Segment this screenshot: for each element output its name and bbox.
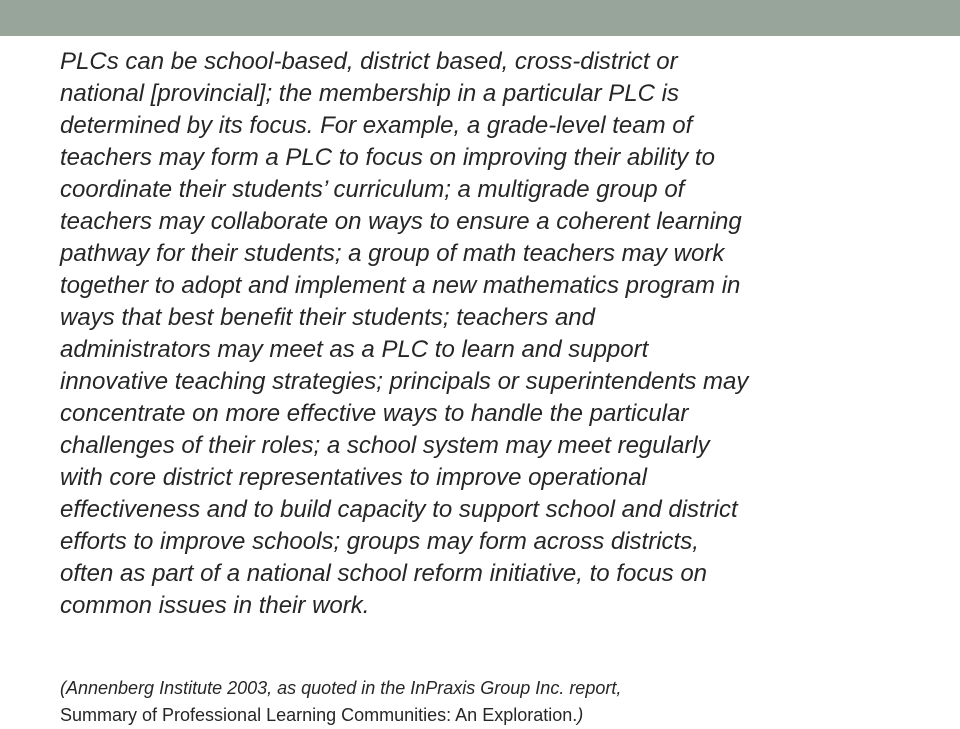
top-accent-bar: [0, 0, 960, 36]
quote-line: often as part of a national school reform initiative, to focus on: [60, 560, 708, 587]
quote-line: efforts to improve schools; groups may form across districts,: [60, 528, 699, 555]
quote-line: concentrate on more effective ways to handle the particular: [60, 400, 689, 427]
quote-line: challenges of their roles; a school system may meet regularly: [60, 432, 710, 459]
citation-close-paren: ): [577, 705, 584, 725]
citation-line-1: (Annenberg Institute 2003, as quoted in the InPraxis Group Inc. report,: [60, 678, 622, 698]
quote-line: teachers may collaborate on ways to ensure a coherent learning: [60, 208, 742, 235]
quote-line: pathway for their students; a group of math teachers may work: [60, 240, 725, 267]
quote-line: coordinate their students’ curriculum; a multigrade group of: [60, 176, 685, 203]
quote-line: ways that best benefit their students; teachers and: [60, 304, 595, 331]
quote-line: PLCs can be school-based, district based, cross-district or: [60, 48, 678, 75]
quote-body: [60, 46, 932, 622]
quote-line: common issues in their work.: [60, 592, 370, 619]
citation: [60, 675, 932, 729]
quote-line: innovative teaching strategies; principals or superintendents may: [60, 368, 749, 395]
quote-line: teachers may form a PLC to focus on improving their ability to: [60, 144, 715, 171]
quote-line: with core district representatives to improve operational: [60, 464, 647, 491]
slide-content: [60, 46, 932, 729]
citation-report-title: Summary of Professional Learning Communities: An Exploration.: [60, 705, 578, 725]
quote-line: effectiveness and to build capacity to support school and district: [60, 496, 738, 523]
quote-line: together to adopt and implement a new mathematics program in: [60, 272, 741, 299]
quote-line: determined by its focus. For example, a grade-level team of: [60, 112, 693, 139]
quote-line: administrators may meet as a PLC to learn and support: [60, 336, 649, 363]
quote-line: national [provincial]; the membership in a particular PLC is: [60, 80, 679, 107]
citation-line-2: [60, 702, 932, 729]
